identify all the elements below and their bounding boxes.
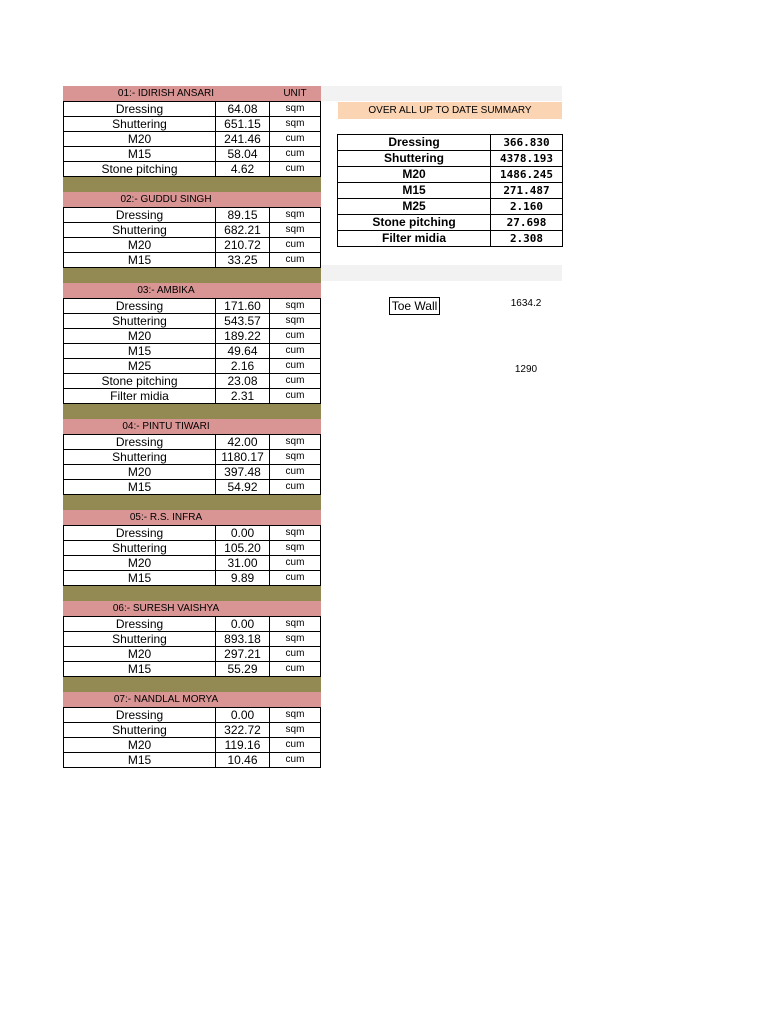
section-separator	[63, 495, 321, 510]
unit: cum	[270, 238, 321, 253]
unit: cum	[270, 359, 321, 374]
contractor-name: 04:- PINTU TIWARI	[122, 421, 210, 432]
item-name: M15	[64, 571, 216, 586]
table-row	[64, 374, 321, 389]
table-row	[64, 617, 321, 632]
item-name: M15	[64, 253, 216, 268]
item-name: Dressing	[64, 435, 216, 450]
contractor-table	[63, 434, 321, 495]
table-row	[64, 465, 321, 480]
contractor-tables	[63, 86, 321, 768]
contractor-name: 03:- AMBIKA	[137, 285, 195, 296]
grey-band	[321, 265, 562, 281]
summary-item: Filter midia	[338, 231, 491, 247]
quantity: 89.15	[216, 208, 270, 223]
unit: cum	[270, 147, 321, 162]
contractor-table	[63, 298, 321, 404]
toe-wall-value: 1634.2	[510, 298, 542, 309]
summary-value: 1486.245	[491, 167, 563, 183]
quantity: 9.89	[216, 571, 270, 586]
extra-value: 1290	[514, 364, 538, 375]
item-name: M15	[64, 753, 216, 768]
contractor-name: 07:- NANDLAL MORYA	[113, 694, 219, 705]
table-row	[64, 162, 321, 177]
unit: cum	[270, 465, 321, 480]
contractor-header	[63, 283, 321, 298]
unit: cum	[270, 662, 321, 677]
quantity: 2.16	[216, 359, 270, 374]
unit: cum	[270, 253, 321, 268]
contractor-table	[63, 707, 321, 768]
item-name: Stone pitching	[64, 162, 216, 177]
contractor-table	[63, 616, 321, 677]
table-row	[64, 632, 321, 647]
item-name: Dressing	[64, 708, 216, 723]
item-name: M20	[64, 556, 216, 571]
table-row	[64, 132, 321, 147]
summary-value: 2.308	[491, 231, 563, 247]
table-row	[64, 723, 321, 738]
summary-value: 27.698	[491, 215, 563, 231]
quantity: 543.57	[216, 314, 270, 329]
unit: cum	[270, 329, 321, 344]
table-row	[64, 450, 321, 465]
table-row	[64, 435, 321, 450]
contractor-header	[63, 510, 321, 525]
item-name: M20	[64, 738, 216, 753]
item-name: Filter midia	[64, 389, 216, 404]
item-name: M15	[64, 344, 216, 359]
unit: cum	[270, 374, 321, 389]
unit: cum	[270, 389, 321, 404]
unit: cum	[270, 344, 321, 359]
unit: sqm	[270, 102, 321, 117]
table-row	[64, 541, 321, 556]
table-row	[64, 147, 321, 162]
quantity: 64.08	[216, 102, 270, 117]
quantity: 0.00	[216, 617, 270, 632]
item-name: Shuttering	[64, 450, 216, 465]
table-row	[64, 102, 321, 117]
quantity: 42.00	[216, 435, 270, 450]
unit: cum	[270, 480, 321, 495]
unit-header: UNIT	[283, 88, 307, 99]
unit: sqm	[270, 450, 321, 465]
unit: sqm	[270, 299, 321, 314]
summary-item: Shuttering	[338, 151, 491, 167]
item-name: Shuttering	[64, 723, 216, 738]
table-row	[64, 647, 321, 662]
unit: sqm	[270, 208, 321, 223]
item-name: M25	[64, 359, 216, 374]
item-name: M15	[64, 147, 216, 162]
quantity: 4.62	[216, 162, 270, 177]
summary-row	[338, 199, 563, 215]
contractor-header	[63, 601, 321, 616]
quantity: 893.18	[216, 632, 270, 647]
contractor-name: 06:- SURESH VAISHYA	[112, 603, 220, 614]
table-row	[64, 344, 321, 359]
table-row	[64, 359, 321, 374]
table-row	[64, 662, 321, 677]
quantity: 651.15	[216, 117, 270, 132]
summary-value: 366.830	[491, 135, 563, 151]
item-name: Dressing	[64, 526, 216, 541]
table-row	[64, 738, 321, 753]
unit: cum	[270, 647, 321, 662]
section-separator	[63, 586, 321, 601]
quantity: 105.20	[216, 541, 270, 556]
summary-item: Stone pitching	[338, 215, 491, 231]
unit: sqm	[270, 723, 321, 738]
table-row	[64, 389, 321, 404]
summary-table	[337, 134, 563, 247]
unit: sqm	[270, 617, 321, 632]
quantity: 241.46	[216, 132, 270, 147]
contractor-name: 02:- GUDDU SINGH	[120, 194, 212, 205]
unit: sqm	[270, 541, 321, 556]
table-row	[64, 223, 321, 238]
table-row	[64, 329, 321, 344]
summary-row	[338, 183, 563, 199]
table-row	[64, 117, 321, 132]
quantity: 119.16	[216, 738, 270, 753]
section-separator	[63, 268, 321, 283]
contractor-header	[63, 419, 321, 434]
quantity: 297.21	[216, 647, 270, 662]
table-row	[64, 299, 321, 314]
unit: sqm	[270, 314, 321, 329]
item-name: M20	[64, 647, 216, 662]
quantity: 171.60	[216, 299, 270, 314]
unit: cum	[270, 556, 321, 571]
quantity: 2.31	[216, 389, 270, 404]
table-row	[64, 708, 321, 723]
item-name: Shuttering	[64, 223, 216, 238]
quantity: 210.72	[216, 238, 270, 253]
contractor-header	[63, 192, 321, 207]
summary-item: M25	[338, 199, 491, 215]
summary-item: M15	[338, 183, 491, 199]
quantity: 49.64	[216, 344, 270, 359]
quantity: 1180.17	[216, 450, 270, 465]
summary-row	[338, 167, 563, 183]
quantity: 0.00	[216, 526, 270, 541]
section-separator	[63, 177, 321, 192]
quantity: 189.22	[216, 329, 270, 344]
contractor-header	[63, 86, 321, 101]
summary-row	[338, 135, 563, 151]
quantity: 23.08	[216, 374, 270, 389]
contractor-table	[63, 101, 321, 177]
quantity: 55.29	[216, 662, 270, 677]
unit: cum	[270, 753, 321, 768]
summary-value: 271.487	[491, 183, 563, 199]
table-row	[64, 208, 321, 223]
quantity: 397.48	[216, 465, 270, 480]
quantity: 54.92	[216, 480, 270, 495]
summary-item: M20	[338, 167, 491, 183]
unit: cum	[270, 738, 321, 753]
item-name: Stone pitching	[64, 374, 216, 389]
table-row	[64, 238, 321, 253]
quantity: 10.46	[216, 753, 270, 768]
table-row	[64, 253, 321, 268]
unit: cum	[270, 132, 321, 147]
table-row	[64, 480, 321, 495]
item-name: Shuttering	[64, 314, 216, 329]
grey-band	[321, 86, 562, 101]
unit: sqm	[270, 435, 321, 450]
unit: sqm	[270, 708, 321, 723]
item-name: Shuttering	[64, 632, 216, 647]
summary-item: Dressing	[338, 135, 491, 151]
toe-wall-label: Toe Wall	[389, 297, 440, 315]
contractor-table	[63, 207, 321, 268]
item-name: M20	[64, 329, 216, 344]
quantity: 58.04	[216, 147, 270, 162]
table-row	[64, 314, 321, 329]
unit: cum	[270, 571, 321, 586]
table-row	[64, 753, 321, 768]
section-separator	[63, 677, 321, 692]
item-name: M15	[64, 662, 216, 677]
summary-row	[338, 151, 563, 167]
quantity: 322.72	[216, 723, 270, 738]
item-name: M20	[64, 465, 216, 480]
contractor-name: 05:- R.S. INFRA	[129, 512, 203, 523]
unit: sqm	[270, 117, 321, 132]
quantity: 682.21	[216, 223, 270, 238]
summary-value: 2.160	[491, 199, 563, 215]
contractor-table	[63, 525, 321, 586]
item-name: Dressing	[64, 208, 216, 223]
table-row	[64, 526, 321, 541]
quantity: 33.25	[216, 253, 270, 268]
item-name: M15	[64, 480, 216, 495]
item-name: Shuttering	[64, 541, 216, 556]
unit: sqm	[270, 223, 321, 238]
item-name: Dressing	[64, 299, 216, 314]
quantity: 0.00	[216, 708, 270, 723]
unit: sqm	[270, 632, 321, 647]
item-name: M20	[64, 132, 216, 147]
contractor-name: 01:- IDIRISH ANSARI	[117, 88, 215, 99]
unit: sqm	[270, 526, 321, 541]
summary-title: OVER ALL UP TO DATE SUMMARY	[338, 102, 562, 119]
item-name: Dressing	[64, 102, 216, 117]
summary-row	[338, 215, 563, 231]
section-separator	[63, 404, 321, 419]
summary-value: 4378.193	[491, 151, 563, 167]
table-row	[64, 556, 321, 571]
summary-row	[338, 231, 563, 247]
item-name: M20	[64, 238, 216, 253]
unit: cum	[270, 162, 321, 177]
item-name: Dressing	[64, 617, 216, 632]
contractor-header	[63, 692, 321, 707]
item-name: Shuttering	[64, 117, 216, 132]
table-row	[64, 571, 321, 586]
quantity: 31.00	[216, 556, 270, 571]
